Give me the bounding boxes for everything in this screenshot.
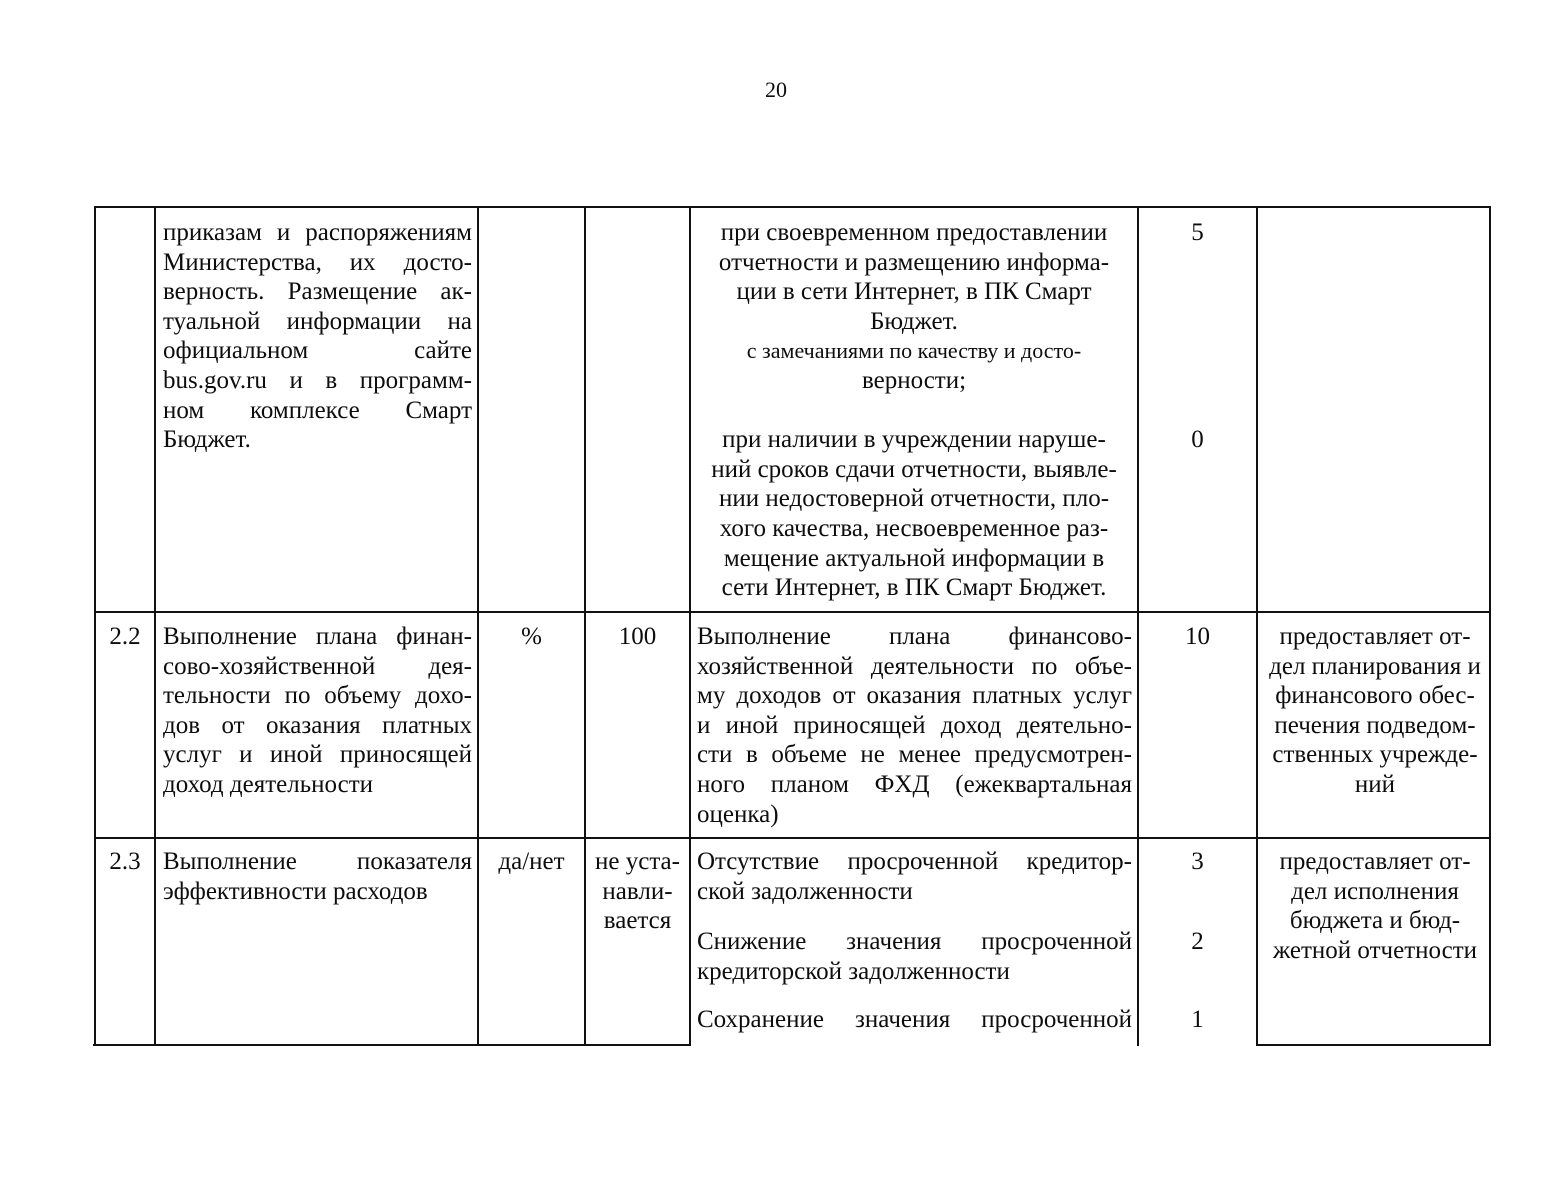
criteria-line: оценка) <box>697 800 779 828</box>
criteria-line: нии недостоверной отчетности, пло- <box>718 485 1110 513</box>
source-line: предоставляет от- <box>1279 623 1471 650</box>
source-line: предоставляет от- <box>1279 848 1471 875</box>
row-number: 2.2 <box>109 623 141 650</box>
table-rule <box>94 206 1491 208</box>
indicator-line: дов от оказания платных <box>163 711 472 739</box>
table-rule <box>94 837 1491 839</box>
indicator-line: доход деятельности <box>163 770 374 798</box>
criteria-line: ний сроков сдачи отчетности, выявле- <box>711 455 1117 483</box>
table-rule <box>1256 206 1258 1046</box>
criteria-block <box>697 847 1132 906</box>
criteria-line: Отсутствие просроченной кредитор- <box>697 848 1132 875</box>
table-rule <box>689 206 691 1046</box>
score-value: 3 <box>1191 848 1204 875</box>
criteria-line: при наличии в учреждении наруше- <box>722 426 1106 454</box>
criteria-line: кредиторской задолженности <box>697 957 1010 985</box>
unit-cell: да/нет <box>498 848 565 875</box>
source-line: ственных учрежде- <box>1272 741 1478 769</box>
source-line: бюджета и бюд- <box>1289 907 1461 935</box>
target-line: 100 <box>618 623 657 650</box>
source-line: жетной отчетности <box>1272 936 1478 964</box>
table-rule <box>1489 206 1491 1046</box>
target-line: вается <box>603 907 672 935</box>
table-rule <box>154 206 156 1046</box>
indicator-line: верность. Размещение ак- <box>163 278 472 306</box>
criteria-line: ской задолженности <box>697 877 913 905</box>
source-line: дел исполнения <box>1291 877 1459 905</box>
criteria-line: и иной приносящей доход деятельно- <box>697 711 1132 739</box>
source-line: дел планирования и <box>1269 652 1481 680</box>
table-rule <box>94 611 1491 613</box>
score-value: 0 <box>1191 426 1204 453</box>
criteria-cell <box>692 218 1136 603</box>
criteria-line: мещение актуальной информации в <box>723 544 1105 572</box>
page-number: 20 <box>765 77 787 102</box>
criteria-line: при своевременном предоставлении <box>720 219 1108 246</box>
score-value: 2 <box>1191 928 1204 955</box>
score-value: 5 <box>1191 219 1204 246</box>
indicator-cell <box>163 622 472 800</box>
indicator-line: сово-хозяйственной дея- <box>163 652 472 680</box>
indicator-line: услуг и иной приносящей <box>163 741 472 769</box>
criteria-block <box>692 218 1136 396</box>
indicator-line: ном комплексе Смарт <box>163 396 472 424</box>
source-line: финансового обес- <box>1275 682 1475 710</box>
indicator-line: Выполнение плана финан- <box>163 623 472 650</box>
indicator-cell <box>163 218 472 455</box>
criteria-line: верности; <box>861 366 967 394</box>
criteria-line: отчетности и размещению информа- <box>718 248 1110 276</box>
source-cell <box>1262 847 1488 965</box>
criteria-line: Сохранение значения просроченной <box>697 1006 1132 1033</box>
criteria-line: хозяйственной деятельности по объе- <box>697 652 1132 680</box>
target-line: не уста- <box>595 848 680 875</box>
target-cell <box>586 622 689 652</box>
criteria-block <box>697 1005 1132 1035</box>
indicator-line: приказам и распоряжениям <box>163 219 472 246</box>
source-line: печения подведом- <box>1274 711 1476 739</box>
criteria-line: хого качества, несвоевременное раз- <box>719 514 1109 542</box>
source-cell <box>1262 622 1488 800</box>
source-line: ний <box>1354 770 1396 798</box>
indicator-line: тельности по объему дохо- <box>163 682 472 710</box>
indicator-line: Бюджет. <box>163 426 251 454</box>
criteria-line: сети Интернет, в ПК Смарт Бюджет. <box>721 574 1107 602</box>
table-rule <box>93 1044 691 1046</box>
indicator-line: официальном сайте <box>163 337 472 365</box>
criteria-block <box>697 927 1132 986</box>
target-cell <box>586 847 689 936</box>
criteria-line: с замечаниями по качеству и досто- <box>746 338 1082 364</box>
criteria-cell <box>697 622 1132 829</box>
indicator-line: эффективности расходов <box>163 877 428 905</box>
criteria-line: ного планом ФХД (ежеквартальная <box>697 770 1132 798</box>
criteria-line: Бюджет. <box>870 307 958 335</box>
target-line: навли- <box>602 877 673 905</box>
criteria-block <box>692 425 1136 603</box>
indicator-cell <box>163 847 472 906</box>
score-value: 10 <box>1185 623 1210 650</box>
criteria-line: Выполнение плана финансово- <box>697 623 1132 650</box>
criteria-line: ции в сети Интернет, в ПК Смарт <box>736 278 1092 306</box>
table-rule <box>1256 1044 1491 1046</box>
indicator-line: bus.gov.ru и в программ- <box>163 366 472 394</box>
indicator-line: Выполнение показателя <box>163 848 472 875</box>
score-value: 1 <box>1191 1006 1204 1033</box>
indicator-line: туальной информации на <box>163 307 472 335</box>
row-number: 2.3 <box>109 848 141 875</box>
indicator-line: Министерства, их досто- <box>163 248 472 276</box>
criteria-line: му доходов от оказания платных услуг <box>697 682 1132 710</box>
criteria-line: сти в объеме не менее предусмотрен- <box>697 741 1132 769</box>
criteria-line: Снижение значения просроченной <box>697 928 1132 955</box>
unit-cell: % <box>521 623 542 650</box>
